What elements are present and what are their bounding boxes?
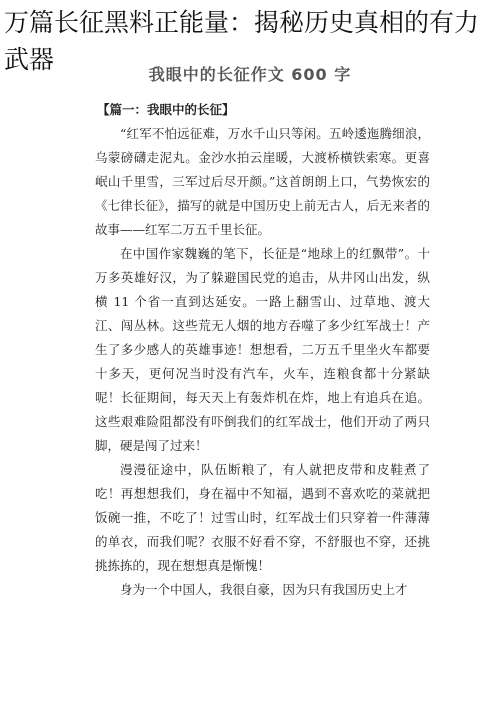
paragraph: “红军不怕远征难，万水千山只等闲。五岭逶迤腾细浪，乌蒙磅礴走泥丸。金沙水拍云崖暖，大渡桥横铁索寒。更喜岷山千里雪，三军过后尽开颜。”这首朗朗上口，气势恢宏的《七律长征》，描写的就是中国历史上前无古人，后无来者的故事——红军二万五千里长征。 [95,126,430,237]
section-heading: 【篇一：我眼中的长征】 [97,102,235,117]
paragraph: 漫漫征途中，队伍断粮了，有人就把皮带和皮鞋煮了吃！再想想我们，身在福中不知福，遇到不喜欢吃的菜就把饭碗一推，不吃了！过雪山时，红军战士们只穿着一件薄薄的单衣，而我们呢？衣服不好看不穿，不舒服也不穿，还挑挑拣拣的，现在想想真是惭愧！ [95,462,430,573]
paragraph: 在中国作家魏巍的笔下，长征是“地球上的红飘带”。十万多英雄好汉，为了躲避国民党的追击，从井冈山出发，纵横 11 个省一直到达延安。一路上翻雪山、过草地、渡大江、闯丛林。这些荒无人烟的地方吞噬了多少红军战士！产生了多少感人的英雄事迹！想想看，二万五千里坐火车都要十多天，更何况当时没有汽车，火车，连粮食都十分紧缺呢！长征期间，每天天上有轰炸机在炸，地上有追兵在追。这些艰难险阻都没有吓倒我们的红军战士，他们开动了两只脚，硬是闯了过来！ [95,246,430,453]
document-body [95,98,430,602]
page-headline: 万篇长征黑料正能量：揭秘历史真相的有力武器 [4,8,480,74]
document-title: 我眼中的长征作文 600 字 [148,65,352,84]
paragraph: 身为一个中国人，我很自豪，因为只有我国历史上才 [120,582,408,597]
